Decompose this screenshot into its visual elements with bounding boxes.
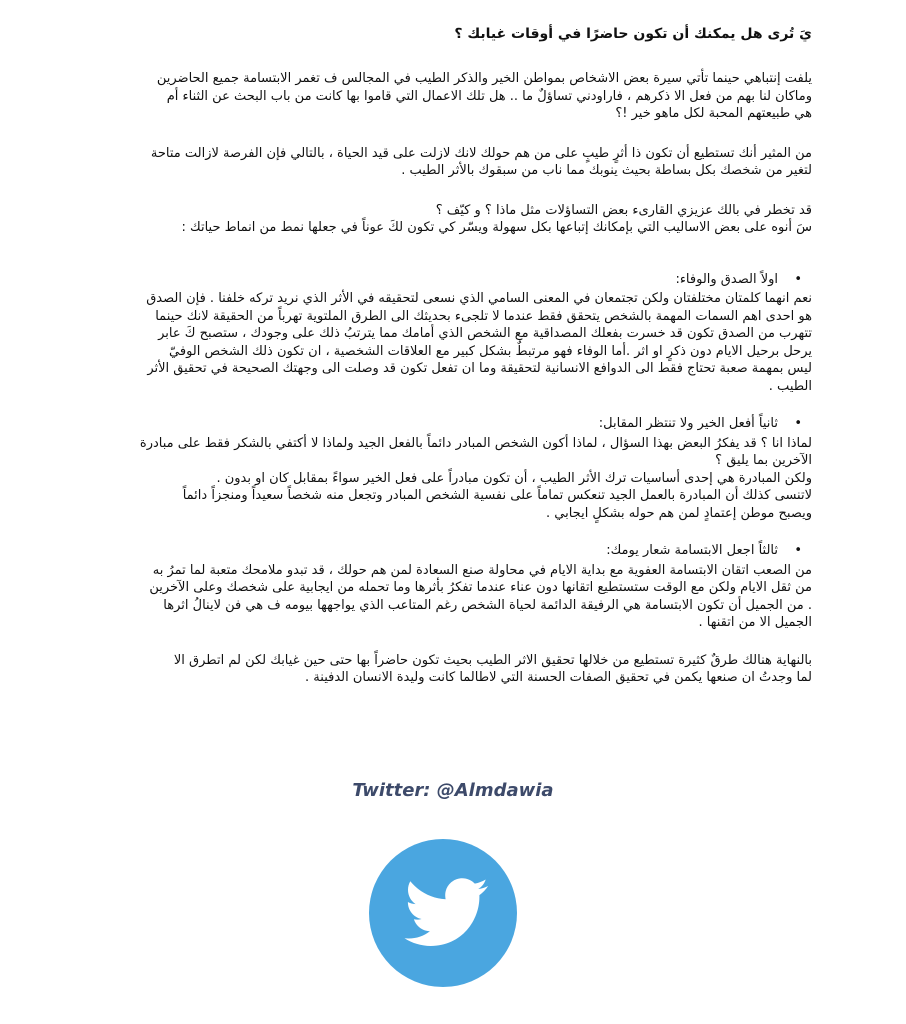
section-line: الآخرين بما يليق ؟ <box>715 453 812 468</box>
section-line: من الصعب اتقان الابتسامة العفوية مع بداية الايام في محاولة صنع السعادة لمن هم حولك ، قد تبدو ملامحك متعبة لما تمرُ به <box>152 562 812 578</box>
intro-line: هي طبيعتهم المحبة لكل ماهو خير !؟ <box>615 106 812 121</box>
paragraph-line: لما وجدتُ ان صنعها يكمن في تحقيق الصفات الحسنة التي لاطالما كانت وليدة الانسان الدفينة . <box>305 670 812 685</box>
section-heading <box>100 542 812 560</box>
section-do-good <box>100 415 812 522</box>
section-line: هو احدى اهم السمات المهمة بالشخص يتحقق فقط عندما لا تلجىء بحديثك الى الطرق الملتوية تهرباً من الحقيقة لانك حينما <box>155 308 812 324</box>
section-heading <box>100 271 812 289</box>
section-line: يرحل برحيل الايام دون ذكرٍ او اثر .أما الوفاء فهو مرتبطٌ بشكل كبير مع العلاقات الشخصية ، ان تكون ذلك الشخص الوفيّ <box>169 343 812 359</box>
bullet-icon: • <box>794 543 802 558</box>
paragraph-line: سَ أنوه على بعض الاساليب التي بإمكانك إتباعها بكل سهولة ويسّر كي تكون لكَ عوناً في جعلها نمط من انماط حياتك : <box>181 220 812 235</box>
section-smile <box>100 542 812 632</box>
section-line: الجميل الا من اتقنها . <box>698 615 812 630</box>
questions-paragraph <box>100 202 812 237</box>
paragraph-line: لتغير من شخصك بكل بساطة بحيث ينوبك مما ناب من سبقوك بالأثر الطيب . <box>401 163 812 178</box>
paragraph-line: من المثير أنك تستطيع أن تكون ذا أثرٍ طيبٍ على من هم حولك لانك لازلت على قيد الحياة ، بالتالي فإن الفرصة لازالت متاحة <box>150 145 812 161</box>
bullet-icon: • <box>794 416 802 431</box>
closing-paragraph <box>100 652 812 687</box>
section-line: لماذا انا ؟ قد يفكرُ البعض بهذا السؤال ، لماذا أكون الشخص المبادر دائماً بالفعل الجيد ولماذا لا أكتفي بالشكر فقط على مبادرة <box>139 435 812 451</box>
section-line: من ثقل الايام ولكن مع الوقت ستستطيع اتقانها دون عناء عندما تفكرُ بأثرها وما تحمله من ايجابية على شخصك وعلى الآخرين <box>149 580 812 595</box>
document-title: يَ تُرى هل يمكنك أن تكون حاضرًا في أوقات غيابك ؟ <box>454 26 812 42</box>
twitter-bird-icon <box>368 838 518 988</box>
section-line: تتهرب من الصدق تكون قد خسرت بفعلك المصداقية مع الشخص الذي أمامك مما يترتبُ ذلك على وجودك ، ستصبح كَ عابر <box>158 326 812 341</box>
paragraph-line: قد تخطر في بالك عزيزي القارىء بعض التساؤلات مثل ماذا ؟ و كيّف ؟ <box>435 202 812 218</box>
intro-line: يلفت إنتباهي حينما تأتي سيرة بعض الاشخاص بمواطن الخير والذكر الطيب في المجالس ف تغمر الابتسامة جميع الحاضرين <box>156 71 812 86</box>
intro-line: وماكان لنا بهم من فعل الا ذكرهم ، فاراودني تساؤلٌ ما .. هل تلك الاعمال التي قاموا بها كانت من باب البحث عن الثناء أم <box>166 88 812 104</box>
document-body <box>100 24 812 709</box>
section-line: لاتنسى كذلك أن المبادرة بالعمل الجيد تنعكس تماماً على نفسية الشخص المبادر وتجعل منه شخصاً سعيداً ومنجزاً دائماً <box>182 488 812 503</box>
opportunity-paragraph <box>100 145 812 180</box>
section-line: . من الجميل أن تكون الابتسامة هي الرفيقة الدائمة لحياة الشخص رغم المتاعب الذي يواجهها بيومه ف هي فن لاينالُ اثرها <box>163 597 812 613</box>
section-line: نعم انهما كلمتان مختلفتان ولكن تجتمعان في المعنى السامي الذي نسعى لتحقيقه في الأثر الذي نريد تركه خلفنا . فإن الصدق <box>146 291 812 306</box>
twitter-handle: Twitter: @Almdawia <box>352 780 554 801</box>
section-line: ولكن المبادرة هي إحدى أساسيات ترك الأثر الطيب ، أن تكون مبادراً على فعل الخير سواءً بمقابل كان او بدون . <box>216 470 812 486</box>
bullet-icon: • <box>794 271 802 287</box>
paragraph-line: بالنهاية هنالك طرقٌ كثيرة تستطيع من خلالها تحقيق الاثر الطيب بحيث تكون حاضراً بها حتى حين غيابك لكن لم اتطرق الا <box>173 652 812 668</box>
section-heading <box>100 415 812 433</box>
section-heading-text: اولاً الصدق والوفاء: <box>675 271 778 287</box>
section-line: ليس بمهمة صعبة تحتاج فقط الى الدوافع الانسانية لتحقيقة وما ان تفعل تكون قد وصلت الى وجهتك الصحيحة في تحقيق الأثر <box>147 361 812 376</box>
section-line: الطيب . <box>768 378 812 394</box>
intro-paragraph <box>100 70 812 123</box>
section-honesty-loyalty <box>100 271 812 396</box>
section-heading-text: ثانياً أفعل الخير ولا تنتظر المقابل: <box>598 416 778 431</box>
section-line: ويصبح موطن إعتمادٍ لمن هم حوله بشكلٍ ايجابي . <box>546 505 812 521</box>
section-heading-text: ثالثاً اجعل الابتسامة شعار يومك: <box>606 543 778 558</box>
